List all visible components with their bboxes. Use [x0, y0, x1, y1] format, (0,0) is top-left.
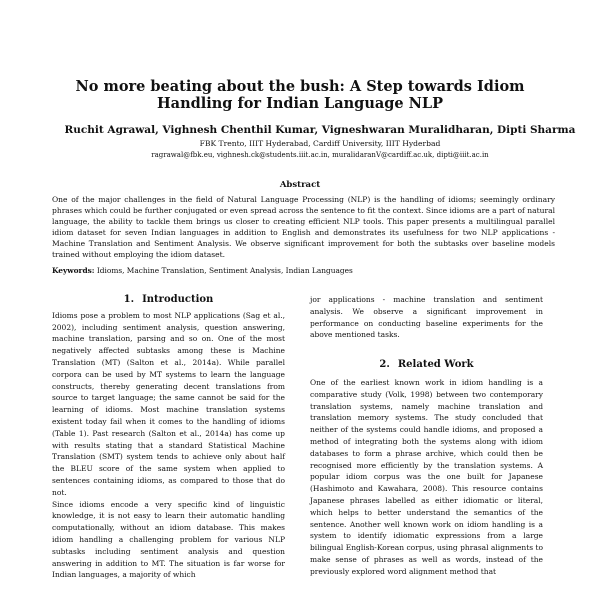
- author-list: Ruchit Agrawal, Vighnesh Chenthil Kumar, Vigneshwaran Muralidharan, Dipti Sharma: [64, 124, 576, 136]
- intro-paragraph-1: Idioms pose a problem to most NLP applications (Sag et al., 2002), including sentiment analysis, question answering, machine translation, parsing and so on. One of the most negatively affected subtasks among these is Machine Translation (MT) (Salton et al., 2014a). While parallel corpora can be used by MT systems to learn the language constructs, thereby generating decent translations from source to target language; the same cannot be said for the learning of idioms. Most machine translation systems existent today fail when it comes to the handling of idioms (Table 1). Past research (Salton et al., 2014a) has come up with results stating that a standard Statistical Machine Translation (SMT) system tends to achieve only about half the BLEU score of the same system when applied to sentences containing idioms, as compared to those that do not.: [52, 310, 285, 497]
- affiliations: FBK Trento, IIIT Hyderabad, Cardiff University, IIIT Hyderbad: [199, 139, 441, 148]
- abstract-text: One of the major challenges in the field of Natural Language Processing (NLP) is the handling of idioms; seemingly ordinary phrases which could be further conjugated or even spread across the sentence to fit the context. Since idioms are a part of natural language, the ability to tackle them brings us closer to creating efficient NLP tools. This paper presents a multilingual parallel idiom dataset for seven Indian languages in addition to English and demonstrates its usefulness for two NLP applications - Machine Translation and Sentiment Analysis. We observe significant improvement for both the subtasks over baseline models trained without employing the idiom dataset.: [52, 195, 555, 259]
- section-heading-related-work: [310, 359, 543, 371]
- right-column: [310, 294, 543, 578]
- intro-paragraph-2: Since idioms encode a very specific kind of linguistic knowledge, it is not easy to learn their automatic handling computationally, without an idiom database. This makes idiom handling a challenging problem for various NLP subtasks including sentiment analysis and question answering in addition to MT. The situation is far worse for Indian languages, a majority of which: [52, 499, 285, 580]
- keywords-text: Idioms, Machine Translation, Sentiment Analysis, Indian Languages: [94, 266, 353, 275]
- keywords: [52, 266, 555, 275]
- keywords-label: Keywords:: [52, 266, 95, 275]
- paper-title: No more beating about the bush: A Step towards Idiom Handling for Indian Language NLP: [75, 78, 525, 112]
- author-emails: ragrawal@fbk.eu, vighnesh.ck@students.iiit.ac.in, muralidaranV@cardiff.ac.uk, dipti@iiit.ac.in: [151, 151, 489, 159]
- section-title: Introduction: [142, 294, 214, 305]
- continued-paragraph: jor applications - machine translation and sentiment analysis. We observe a significant improvement in performance on conducting baseline experiments for the above mentioned tasks.: [310, 295, 543, 340]
- section-number: 2.: [379, 359, 390, 371]
- related-paragraph-1: One of the earliest known work in idiom handling is a comparative study (Volk, 1998) between two contemporary translation systems, namely machine translation and translation memory systems. The study concluded that neither of the systems could handle idioms, and proposed a method of integrating both the systems along with idiom databases to form a phrase archive, which could then be recognised more efficiently by the translation systems. A popular idiom corpus was the one built for Japanese (Hashimoto and Kawahara, 2008). This resource contains Japanese phrases labelled as either idiomatic or literal, which helps to better understand the semantics of the sentence. Another well known work on idiom handling is a system to identify idiomatic expressions from a large bilingual English-Korean corpus, using phrasal alignments to make sense of phrases as well as words, instead of the previously explored word alignment method that: [310, 377, 543, 576]
- section-heading-introduction: [52, 294, 285, 306]
- abstract-heading: Abstract: [279, 180, 321, 190]
- left-column: [52, 294, 285, 581]
- section-title: Related Work: [397, 359, 474, 371]
- section-number: 1.: [123, 294, 135, 305]
